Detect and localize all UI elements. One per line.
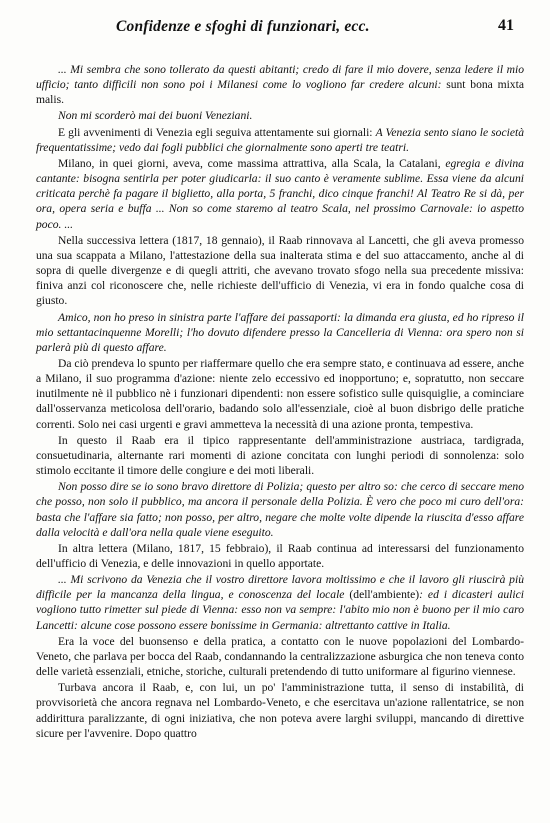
paragraph [36,634,524,679]
paragraph-text: E gli avvenimenti di Venezia egli seguiva attentamente sui giornali: [58,125,376,139]
quoted-text: egregia e divina cantante: bisogna sentirla per poter giudicarla: il suo canto è veramente sublime. Essa viene da alcuni criticata perchè fa pagare il biglietto, alla porta, 5 franchi, dico cinque franchi! Al Teatro Re si dà, per ora, opera seria e buffa ... Non so come staremo al teatro Scala, nel prossimo Carnovale: io aspetto poco. ... [36,156,524,231]
quoted-text: A Venezia sento siano le società frequentatissime; vedo dai fogli pubblici che giornalmente sono aperti tre teatri. [36,125,524,154]
paragraph-text: In altra lettera (Milano, 1817, 15 febbraio), il Raab continua ad interessarsi del funzionamento dell'ufficio di Venezia, e delle innovazioni in quello apportate. [36,541,524,570]
page-number: 41 [498,17,514,34]
paragraph-text: Milano, in quei giorni, aveva, come massima attrattiva, alla Scala, la Catalani, [58,156,446,170]
paragraph-text: Nella successiva lettera (1817, 18 gennaio), il Raab rinnovava al Lancetti, che gli aveva promesso una sua scappata a Milano, l'attestazione della sua inalterata stima e del suo attaccamento, anche al di sopra di quelle divergenze e di quegli attriti, che avevano trovato sfogo nella sua precedente missiva: finiva anzi col riconoscere che, nelle richieste dell'ufficio di Venezia, vi era in fondo qualche cosa di giusto. [36,233,524,308]
paragraph [36,433,524,478]
paragraph [36,356,524,432]
quoted-text: Amico, non ho preso in sinistra parte l'affare dei passaporti: la dimanda era giusta, ed ho ripreso il mio settantacinquenne Morelli; l'ho dovuto difendere presso la Cancelleria di Vienna: ora spero non si parlerà più di questo affare. [36,310,524,354]
paragraph [36,572,524,633]
paragraph [36,541,524,571]
paragraph [36,108,524,123]
paragraph [36,233,524,309]
paragraph-text: In questo il Raab era il tipico rappresentante dell'amministrazione austriaca, tardigrada, consuetudinaria, alternante rari momenti di azione concitata con lunghi periodi di sonnolenza: solo stimolo eccitante il timore delle congiure e dei moti liberali. [36,433,524,478]
paragraph-text: Da ciò prendeva lo spunto per riaffermare quello che era sempre stato, e continuava ad essere, anche a Milano, il suo programma d'azione: niente zelo eccessivo ed inopportuno; e, sopratutto, non seccare inutilmente nè il pubblico nè i funzionari dipendenti: non essere sofistico sulle quisquiglie, a cominciare dall'osservanza meticolosa dell'orario, badando solo all'essenziale, cioè al buon disbrigo delle pratiche correnti. Solo nei casi urgenti e gravi ammetteva la necessità di una azione pronta, tempestiva. [36,356,524,431]
quoted-text: Non mi scorderò mai dei buoni Veneziani. [58,109,253,123]
paragraph [36,62,524,107]
quoted-text: Non posso dire se io sono bravo direttore di Polizia; questo per altro so: che cerco di seccare meno che posso, non solo il pubblico, ma ancora il personale della Polizia. È vero che poco mi curo dell'ora: basta che l'affare sia fatto; non posso, per altro, negare che molte volte dipende la riuscita d'esso affare dalla velocità e dall'ora nella quale viene eseguito. [36,480,524,539]
paragraph-text: Turbava ancora il Raab, e, con lui, un po' l'amministrazione tutta, il senso di instabilità, di provvisorietà che ancora regnava nel Lombardo-Veneto, e che esercitava un'azione rallentatrice, se non addirittura paralizzante, di ogni iniziativa, che non poteva avere larghi sviluppi, mancando di direttive sicure per l'avvenire. Dopo quattro [36,681,524,740]
paragraph [36,125,524,155]
quoted-text: : ed i dicasteri aulici vogliono tutto rimetter sul piede di Vienna: esso non va sempre: l'abito mio non è buono per il mio caro Lancetti: alcune cose possono essere bonissime in Germania: altrettanto cattive in Italia. [36,588,524,632]
paragraph [36,156,524,232]
running-title: Confidenze e sfoghi di funzionari, ecc. [116,18,370,35]
paragraph [36,479,524,540]
paragraph-text: sunt bona mixta malis. [36,78,524,107]
paragraph-text: (dell'ambiente) [349,588,420,602]
quoted-text: ... Mi sembra che sono tollerato da questi abitanti; credo di fare il mio dovere, senza ledere il mio ufficio; tanto difficili non sono poi i Milanesi come lo vogliono far credere alcuni: [36,63,524,92]
quoted-text: ... Mi scrivono da Venezia che il vostro direttore lavora moltissimo e che il lavoro gli riuscirà più difficile per la mancanza della lingua, e conoscenza del locale [36,573,524,602]
page-header [60,18,514,40]
paragraph [36,680,524,741]
body-text [36,62,524,741]
paragraph [36,310,524,355]
paragraph-text: Era la voce del buonsenso e della pratica, a contatto con le nuove popolazioni del Lombardo-Veneto, che parlava per bocca del Raab, condannando la centralizzazione asburgica che non teneva conto delle varietà essenziali, etniche, storiche, culturali pretendendo di tutto uniformare al figurino viennese. [36,634,524,679]
